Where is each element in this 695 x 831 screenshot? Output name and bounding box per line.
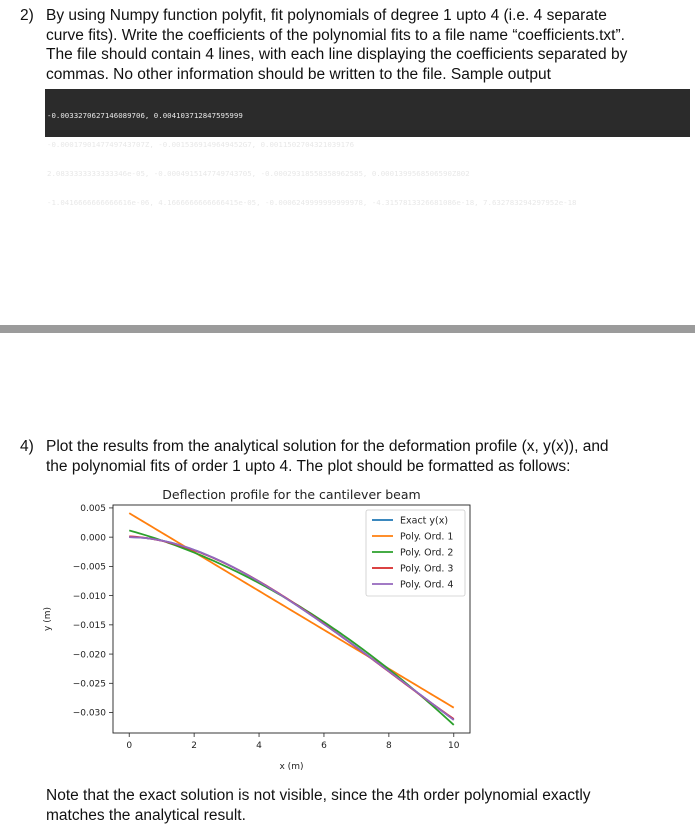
y-tick-label: −0.005 xyxy=(72,562,106,573)
x-tick-label: 4 xyxy=(256,741,262,751)
y-tick-label: −0.015 xyxy=(72,621,106,632)
x-tick-label: 10 xyxy=(448,741,460,751)
y-tick-label: −0.020 xyxy=(72,650,106,661)
output-line: 2.0833333333333346e-05, -0.0004915147749743705, -0.00029318558358962585, 0.0001399568506590Z802 xyxy=(47,168,470,178)
question-number: 2) xyxy=(20,7,34,24)
sample-output-block xyxy=(45,89,690,207)
question-line: the polynomial fits of order 1 upto 4. The plot should be formatted as follows: xyxy=(46,457,571,475)
x-tick-label: 6 xyxy=(321,741,327,751)
question-line: commas. No other information should be written to the file. Sample output xyxy=(46,65,551,83)
legend-label: Poly. Ord. 2 xyxy=(400,547,454,559)
y-tick-label: −0.010 xyxy=(72,591,106,602)
y-tick-label: 0.005 xyxy=(80,504,106,515)
note-line: Note that the exact solution is not visible, since the 4th order polynomial exactly xyxy=(46,787,591,804)
legend-label: Poly. Ord. 3 xyxy=(400,563,454,575)
question-4-text xyxy=(46,437,609,476)
x-tick-label: 8 xyxy=(385,741,392,751)
y-tick-label: −0.030 xyxy=(72,708,106,719)
deflection-chart xyxy=(0,480,695,785)
question-line: The file should contain 4 lines, with each line displaying the coefficients separated by xyxy=(46,46,628,63)
output-line: -0.0001790147749743707Z, -0.0015369149649452G7, 0.0011502704321039176 xyxy=(47,139,355,149)
legend-label: Poly. Ord. 4 xyxy=(400,579,454,591)
question-number: 4) xyxy=(20,438,34,455)
output-line: -1.0416666666666616e-06, 4.1666666666666415e-05, -0.0006249999999999978, -4.3157813326681086e-18, 7.632783294297952e-18 xyxy=(47,197,577,207)
chart-title: Deflection profile for the cantilever beam xyxy=(162,487,421,502)
x-axis-label: x (m) xyxy=(279,762,304,772)
question-line: curve fits). Write the coefficients of the polynomial fits to a file name “coefficients.txt”. xyxy=(46,26,625,44)
legend-label: Poly. Ord. 1 xyxy=(400,531,454,543)
question-2-text xyxy=(46,6,627,84)
y-tick-label: 0.000 xyxy=(80,533,106,544)
x-tick-label: 2 xyxy=(191,741,198,751)
question-line: Plot the results from the analytical solution for the deformation profile (x, y(x)), and xyxy=(46,438,609,455)
output-line: -0.0033270627146089706, 0.004103712847595999 xyxy=(47,111,243,121)
y-tick-label: −0.025 xyxy=(72,679,106,690)
note-text xyxy=(46,786,666,825)
x-tick-label: 0 xyxy=(126,741,133,751)
legend-label: Exact y(x) xyxy=(400,515,449,527)
note-line: matches the analytical result. xyxy=(46,806,246,824)
question-line: By using Numpy function polyfit, fit polynomials of degree 1 upto 4 (i.e. 4 separate xyxy=(46,7,607,24)
y-axis-label: y (m) xyxy=(43,607,53,631)
section-divider xyxy=(0,325,695,333)
